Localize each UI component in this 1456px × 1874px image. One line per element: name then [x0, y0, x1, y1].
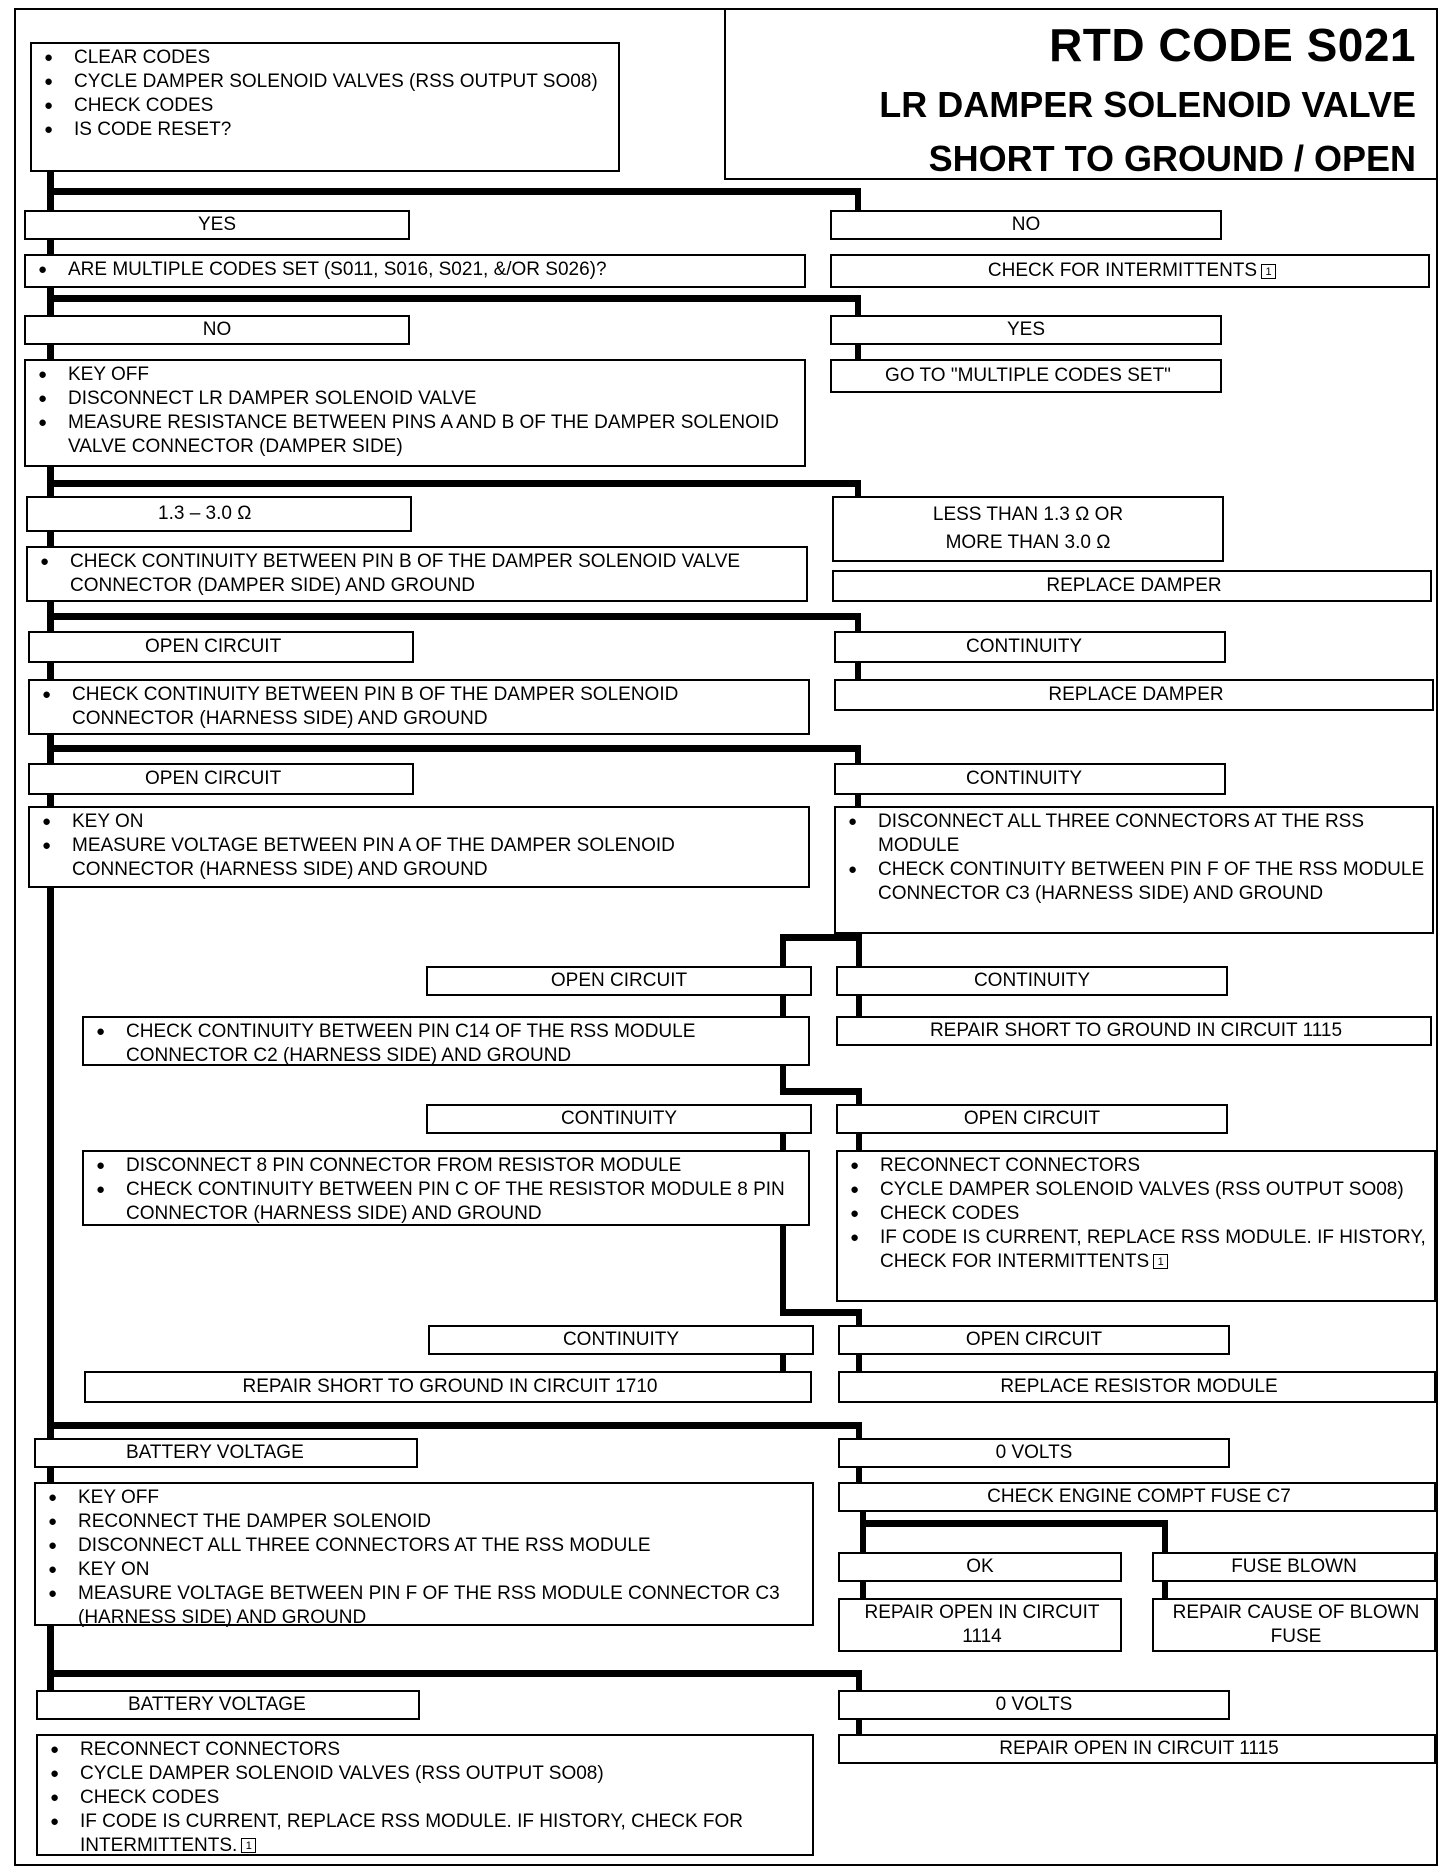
step-item: ● DISCONNECT 8 PIN CONNECTOR FROM RESISTOR MODULE	[94, 1154, 802, 1178]
branch-open-circuit: OPEN CIRCUIT	[836, 1104, 1228, 1134]
check-c14-step	[82, 1016, 810, 1066]
branch-battery-voltage: BATTERY VOLTAGE	[36, 1690, 420, 1720]
branch-yes: YES	[24, 210, 410, 240]
step-item: ● CYCLE DAMPER SOLENOID VALVES (RSS OUTPUT SO08)	[848, 1178, 1428, 1202]
step-item	[848, 1226, 1428, 1274]
step-item: ● KEY ON	[46, 1558, 806, 1582]
resistance-bad-line: LESS THAN 1.3 Ω OR	[932, 504, 1124, 525]
step-text: REPAIR OPEN IN CIRCUIT 1114	[864, 1602, 1100, 1647]
step-text: REPLACE RESISTOR MODULE	[1000, 1376, 1278, 1397]
step-item: ● RECONNECT CONNECTORS	[848, 1154, 1428, 1178]
repair-blown-fuse-step	[1152, 1598, 1436, 1652]
step-text: REPLACE DAMPER	[1046, 575, 1222, 596]
disconnect-rss-step	[834, 806, 1434, 934]
step-text: CHECK ENGINE COMPT FUSE C7	[987, 1486, 1291, 1507]
resistor-module-step	[82, 1150, 810, 1226]
step-text: REPAIR OPEN IN CIRCUIT 1115	[999, 1738, 1279, 1759]
branch-continuity: CONTINUITY	[428, 1325, 814, 1355]
step-item: ● CHECK CODES	[848, 1202, 1428, 1226]
branch-resistance-ok: 1.3 – 3.0 Ω	[26, 496, 412, 532]
step-item: ● CHECK CONTINUITY BETWEEN PIN C14 OF THE RSS MODULE CONNECTOR C2 (HARNESS SIDE) AND GROUND	[94, 1020, 802, 1068]
step-item: ● CHECK CONTINUITY BETWEEN PIN F OF THE RSS MODULE CONNECTOR C3 (HARNESS SIDE) AND GROUND	[846, 858, 1426, 906]
branch-continuity: CONTINUITY	[834, 763, 1226, 795]
measure-resistance-step	[24, 359, 806, 467]
step-item: ● CLEAR CODES	[42, 46, 612, 70]
branch-resistance-bad	[832, 496, 1224, 562]
branch-zero-volts: 0 VOLTS	[838, 1690, 1230, 1720]
step-item: ● KEY ON	[40, 810, 802, 834]
continuity-damper-side-step	[26, 546, 808, 602]
step-item: ● KEY OFF	[46, 1486, 806, 1510]
replace-resistor-step	[838, 1371, 1436, 1403]
repair-open-1115-step	[838, 1734, 1436, 1764]
step-item: ● MEASURE VOLTAGE BETWEEN PIN F OF THE RSS MODULE CONNECTOR C3 (HARNESS SIDE) AND GROUND	[46, 1582, 806, 1630]
branch-continuity: CONTINUITY	[836, 966, 1228, 996]
step-item: ● ARE MULTIPLE CODES SET (S011, S016, S021, &/OR S026)?	[36, 258, 798, 282]
branch-yes: YES	[830, 315, 1222, 345]
multiple-codes-question	[24, 254, 806, 288]
step-item: ● MEASURE RESISTANCE BETWEEN PINS A AND B OF THE DAMPER SOLENOID VALVE CONNECTOR (DAMPER SIDE)	[36, 411, 798, 459]
step-text: REPLACE DAMPER	[1048, 684, 1224, 705]
step-item: ● DISCONNECT ALL THREE CONNECTORS AT THE RSS MODULE	[46, 1534, 806, 1558]
code-title: RTD CODE S021	[1049, 19, 1416, 71]
replace-damper-step	[832, 570, 1432, 602]
component-title: LR DAMPER SOLENOID VALVE	[879, 84, 1416, 125]
step-item: ● KEY OFF	[36, 363, 798, 387]
step-text: CHECK FOR INTERMITTENTS	[987, 260, 1258, 281]
check-fuse-step	[838, 1482, 1436, 1512]
note-1-icon: 1	[1153, 1254, 1168, 1269]
fault-title: SHORT TO GROUND / OPEN	[928, 138, 1416, 179]
start-step	[30, 42, 620, 172]
step-item: ● CHECK CONTINUITY BETWEEN PIN B OF THE DAMPER SOLENOID CONNECTOR (HARNESS SIDE) AND GROUND	[40, 683, 802, 731]
branch-continuity: CONTINUITY	[834, 631, 1226, 663]
step-item: ● RECONNECT CONNECTORS	[48, 1738, 806, 1762]
step-item: ● CYCLE DAMPER SOLENOID VALVES (RSS OUTPUT SO08)	[48, 1762, 806, 1786]
step-text: REPAIR SHORT TO GROUND IN CIRCUIT 1115	[929, 1020, 1343, 1041]
step-item: ● DISCONNECT LR DAMPER SOLENOID VALVE	[36, 387, 798, 411]
step-item: ● CHECK CONTINUITY BETWEEN PIN B OF THE DAMPER SOLENOID VALVE CONNECTOR (DAMPER SIDE) AND GROUND	[38, 550, 800, 598]
check-intermittents-step	[830, 254, 1430, 288]
branch-open-circuit: OPEN CIRCUIT	[28, 763, 414, 795]
note-1-icon: 1	[241, 1838, 256, 1853]
step-item: ● DISCONNECT ALL THREE CONNECTORS AT THE RSS MODULE	[846, 810, 1426, 858]
step-item: ● CYCLE DAMPER SOLENOID VALVES (RSS OUTPUT SO08)	[42, 70, 612, 94]
branch-open-circuit: OPEN CIRCUIT	[838, 1325, 1230, 1355]
measure-voltage-pin-a-step	[28, 806, 810, 888]
reconnect-connectors-step	[836, 1150, 1436, 1302]
branch-ok: OK	[838, 1552, 1122, 1582]
measure-pin-f-step	[34, 1482, 814, 1626]
branch-no: NO	[830, 210, 1222, 240]
step-item: ● CHECK CODES	[42, 94, 612, 118]
branch-fuse-blown: FUSE BLOWN	[1152, 1552, 1436, 1582]
step-item	[48, 1810, 806, 1858]
step-item: ● CHECK CONTINUITY BETWEEN PIN C OF THE RESISTOR MODULE 8 PIN CONNECTOR (HARNESS SIDE) AND GROUND	[94, 1178, 802, 1226]
title-block	[724, 8, 1438, 180]
replace-damper-step	[834, 679, 1434, 711]
branch-open-circuit: OPEN CIRCUIT	[28, 631, 414, 663]
repair-short-1115-step	[836, 1016, 1432, 1046]
step-item: ● MEASURE VOLTAGE BETWEEN PIN A OF THE DAMPER SOLENOID CONNECTOR (HARNESS SIDE) AND GROUND	[40, 834, 802, 882]
branch-battery-voltage: BATTERY VOLTAGE	[34, 1438, 418, 1468]
step-text: IF CODE IS CURRENT, REPLACE RSS MODULE. IF HISTORY, CHECK FOR INTERMITTENTS	[880, 1227, 1426, 1272]
branch-open-circuit: OPEN CIRCUIT	[426, 966, 812, 996]
branch-no: NO	[24, 315, 410, 345]
branch-zero-volts: 0 VOLTS	[838, 1438, 1230, 1468]
step-item: ● CHECK CODES	[48, 1786, 806, 1810]
step-text: REPAIR SHORT TO GROUND IN CIRCUIT 1710	[242, 1376, 658, 1397]
repair-short-1710-step	[84, 1371, 812, 1403]
goto-multiple-codes-step	[830, 359, 1222, 393]
resistance-bad-line: MORE THAN 3.0 Ω	[945, 532, 1111, 553]
step-text: IF CODE IS CURRENT, REPLACE RSS MODULE. IF HISTORY, CHECK FOR INTERMITTENTS.	[80, 1811, 744, 1856]
step-text: REPAIR CAUSE OF BLOWN FUSE	[1172, 1602, 1420, 1647]
repair-open-1114-step	[838, 1598, 1122, 1652]
note-1-icon: 1	[1261, 264, 1276, 279]
step-item: ● IS CODE RESET?	[42, 118, 612, 142]
branch-continuity: CONTINUITY	[426, 1104, 812, 1134]
step-text: GO TO "MULTIPLE CODES SET"	[885, 365, 1171, 386]
final-step	[36, 1734, 814, 1856]
step-item: ● RECONNECT THE DAMPER SOLENOID	[46, 1510, 806, 1534]
continuity-harness-side-step	[28, 679, 810, 735]
